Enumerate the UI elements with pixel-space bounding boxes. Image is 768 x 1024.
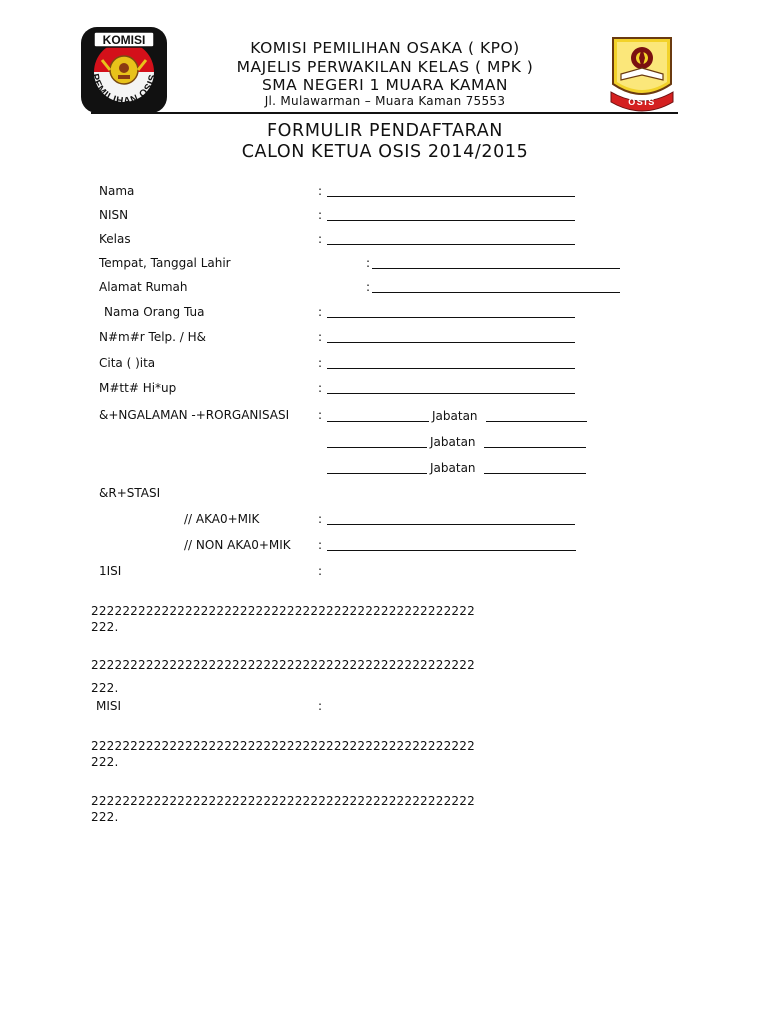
- header-council-name: MAJELIS PERWAKILAN KELAS ( MPK ): [236, 58, 534, 76]
- orang-tua-input-line[interactable]: [327, 317, 575, 318]
- field-label: Nama: [99, 184, 135, 198]
- alamat-input-line[interactable]: [372, 292, 620, 293]
- field-nisn: [0, 208, 768, 226]
- jabatan-label: Jabatan: [430, 461, 476, 475]
- jabatan-2-input-line[interactable]: [484, 447, 586, 448]
- jabatan-3-input-line[interactable]: [484, 473, 586, 474]
- misi-fill-end: 222.: [91, 810, 119, 824]
- kpo-logo-ring-text: PEMILIHAN OSIS: [88, 72, 160, 108]
- field-cita: [0, 356, 768, 374]
- field-colon: :: [318, 305, 323, 319]
- field-non-akademik: [0, 538, 768, 556]
- pengalaman-1-input-line[interactable]: [327, 421, 429, 422]
- field-colon: :: [318, 381, 323, 395]
- pengalaman-2-input-line[interactable]: [327, 447, 427, 448]
- field-label: M#tt# Hi*up: [99, 381, 177, 395]
- field-colon: :: [318, 564, 323, 578]
- non-akademik-input-line[interactable]: [327, 550, 576, 551]
- field-colon: :: [318, 408, 323, 422]
- field-label: MISI: [96, 699, 122, 713]
- misi-fill-line: 2222222222222222222222222222222222222222222222222: [91, 739, 475, 753]
- field-alamat: [0, 280, 768, 298]
- field-telp: [0, 330, 768, 348]
- osis-logo: [603, 30, 681, 112]
- field-colon: :: [318, 330, 323, 344]
- osis-logo-banner-text: OSIS: [628, 97, 656, 107]
- field-label: Nama Orang Tua: [104, 305, 205, 319]
- field-prestasi: [0, 486, 768, 504]
- kpo-logo-top-text: KOMISI: [102, 33, 146, 47]
- field-label: &R+STASI: [99, 486, 161, 500]
- field-label: NISN: [99, 208, 129, 222]
- ttl-input-line[interactable]: [372, 268, 620, 269]
- header-school-name: SMA NEGERI 1 MUARA KAMAN: [261, 76, 509, 94]
- form-subtitle: CALON KETUA OSIS 2014/2015: [241, 142, 529, 162]
- field-label: 1ISI: [99, 564, 122, 578]
- field-colon: :: [318, 699, 323, 713]
- field-colon: :: [318, 538, 323, 552]
- field-label: // NON AKA0+MIK: [184, 538, 291, 552]
- field-label: &+NGALAMAN -+RORGANISASI: [99, 408, 290, 422]
- field-label: Tempat, Tanggal Lahir: [99, 256, 231, 270]
- field-label: N#m#r Telp. / H&: [99, 330, 207, 344]
- header-divider: [91, 112, 678, 114]
- field-akademik: [0, 512, 768, 530]
- nisn-input-line[interactable]: [327, 220, 575, 221]
- header-commission-name: KOMISI PEMILIHAN OSAKA ( KPO): [250, 39, 520, 57]
- cita-input-line[interactable]: [327, 368, 575, 369]
- visi-fill-end: 222.: [91, 681, 119, 695]
- field-misi: [0, 699, 768, 717]
- akademik-input-line[interactable]: [327, 524, 575, 525]
- misi-fill-line: 2222222222222222222222222222222222222222222222222: [91, 794, 475, 808]
- field-colon: :: [318, 232, 323, 246]
- visi-fill-end: 222.: [91, 620, 119, 634]
- field-colon: :: [318, 208, 323, 222]
- field-colon: :: [318, 356, 323, 370]
- telp-input-line[interactable]: [327, 342, 575, 343]
- visi-fill-line: 2222222222222222222222222222222222222222222222222: [91, 658, 475, 672]
- field-colon: :: [366, 256, 371, 270]
- jabatan-label: Jabatan: [432, 409, 478, 423]
- field-colon: :: [318, 184, 323, 198]
- jabatan-label: Jabatan: [430, 435, 476, 449]
- field-colon: :: [366, 280, 371, 294]
- form-title: FORMULIR PENDAFTARAN: [267, 121, 503, 141]
- field-visi: [0, 564, 768, 582]
- kpo-logo: [80, 26, 168, 114]
- field-colon: :: [318, 512, 323, 526]
- field-label: Cita ( )ita: [99, 356, 156, 370]
- jabatan-1-input-line[interactable]: [486, 421, 587, 422]
- kelas-input-line[interactable]: [327, 244, 575, 245]
- field-orang-tua: [0, 305, 768, 323]
- visi-fill-line: 2222222222222222222222222222222222222222222222222: [91, 604, 475, 618]
- field-ttl: [0, 256, 768, 274]
- nama-input-line[interactable]: [327, 196, 575, 197]
- field-label: Alamat Rumah: [99, 280, 188, 294]
- field-pengalaman: [0, 408, 768, 426]
- misi-fill-end: 222.: [91, 755, 119, 769]
- pengalaman-3-input-line[interactable]: [327, 473, 427, 474]
- field-kelas: [0, 232, 768, 250]
- header-address: Jl. Mulawarman – Muara Kaman 75553: [264, 94, 506, 108]
- field-motto: [0, 381, 768, 399]
- field-label: // AKA0+MIK: [184, 512, 260, 526]
- field-label: Kelas: [99, 232, 131, 246]
- field-nama: [0, 184, 768, 202]
- motto-input-line[interactable]: [327, 393, 575, 394]
